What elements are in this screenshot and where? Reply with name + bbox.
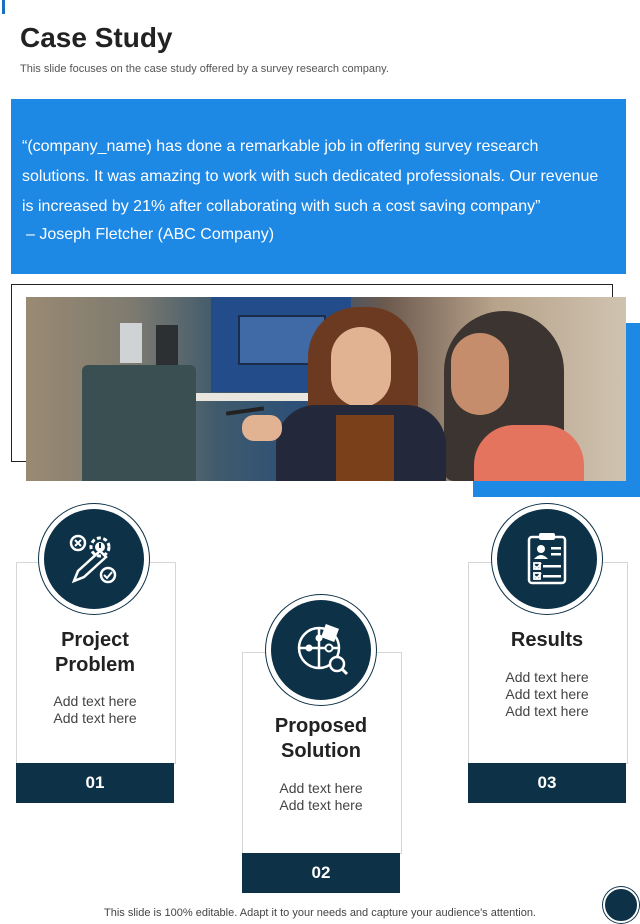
card-number: 01 [16,763,174,803]
card-text: Add text here Add text here Add text here [505,669,589,719]
testimonial-author: – Joseph Fletcher (ABC Company) [26,226,275,243]
quote-line: solutions. It was amazing to work with such dedicated professionals. Our revenue [22,168,599,185]
office-photo [26,297,626,481]
card-text: Add text here Add text here [53,693,137,726]
gear-pencil-icon [66,531,122,587]
card-title: Proposed Solution [274,715,368,762]
card-icon-circle [497,509,597,609]
page-title: Case Study [20,22,173,53]
card-number: 03 [468,763,626,803]
card-title: Results [510,629,584,651]
testimonial-quote [22,132,622,222]
footer-note: This slide is 100% editable. Adapt it to your needs and capture your audience's attention. [104,907,536,919]
card-icon-circle [44,509,144,609]
card-icon-circle [271,600,371,700]
puzzle-head-icon [293,622,349,678]
page-subtitle: This slide focuses on the case study offered by a survey research company. [20,63,389,75]
card-title: Project Problem [54,629,136,676]
quote-line: is increased by 21% after collaborating with such a cost saving company” [22,198,541,215]
corner-accent [2,0,5,14]
brand-logo [603,887,639,923]
clipboard-checklist-icon [519,531,575,587]
card-number: 02 [242,853,400,893]
card-text: Add text here Add text here [279,780,363,813]
quote-line: “(company_name) has done a remarkable job in offering survey research [22,138,539,155]
